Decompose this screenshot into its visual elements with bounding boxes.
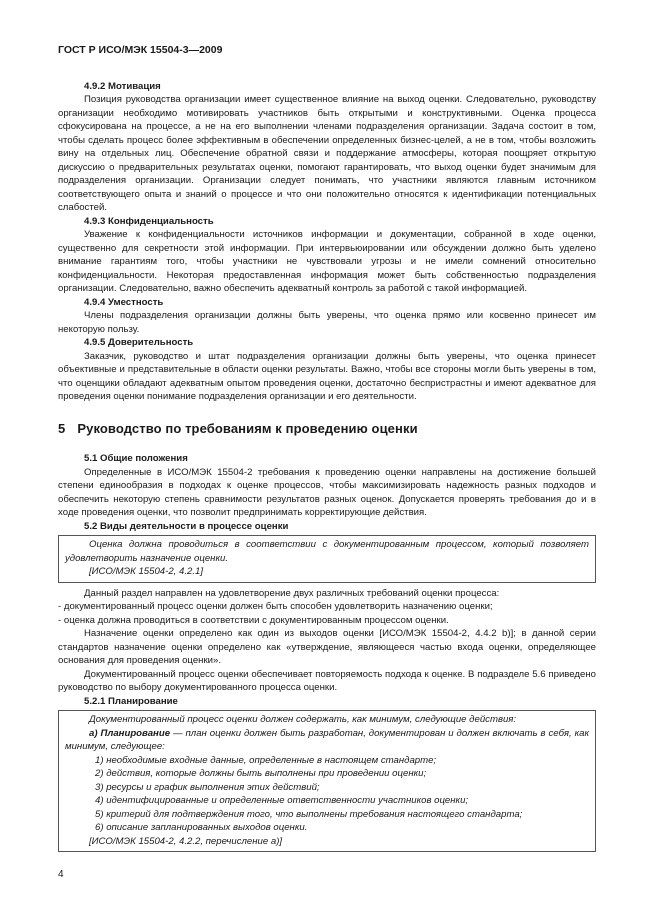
requirement-box-2-item-6: 6) описание запланированных выходов оценки. (95, 822, 308, 833)
requirement-box-2-item-a (65, 727, 589, 754)
page-body (58, 44, 596, 856)
document-header: ГОСТ Р ИСО/МЭК 15504-3—2009 (58, 44, 223, 56)
section-5-2-bullet-1: - документированный процесс оценки должен быть способен удовлетворить назначению оценки; (58, 601, 493, 612)
requirement-box-1-text: Оценка должна проводиться в соответствии с документированным процессом, который позволяет удовлетворить назначение оценки. (65, 539, 589, 564)
section-5-2-title: 5.2 Виды деятельности в процессе оценки (84, 520, 289, 532)
section-4-9-3-title: 4.9.3 Конфиденциальность (84, 215, 214, 227)
section-5-heading (58, 422, 596, 436)
section-5-2-bullet-2: - оценка должна проводиться в соответствии с документированным процессом оценки. (58, 614, 449, 626)
page-number: 4 (58, 869, 64, 880)
section-4-9-4-text: Члены подразделения организации должны быть уверены, что оценка прямо или косвенно принесет им некоторую пользу. (58, 310, 596, 335)
section-4-9-2-title: 4.9.2 Мотивация (84, 80, 161, 92)
section-5-2-1-title: 5.2.1 Планирование (84, 695, 178, 707)
section-4-9-3-text: Уважение к конфиденциальности источников информации и документации, собранной в ходе оценки, существенно для секретности этой информации. При интервьюировании или обсуждении должно быть уделено внимание гарантиям того, чтобы участники не чувствовали угрозы и не имели сомнений относительно конфиденциальности. Некоторая предоставленная информация может быть собственностью подразделения организации. Следовательно, важно обеспечить адекватный контроль за работой с такой информацией. (58, 229, 596, 294)
section-5-2-paragraph-3: Документированный процесс оценки обеспечивает повторяемость подхода к оценке. В подразделе 5.6 приведено руководство по выбору документированного процесса оценки. (58, 668, 596, 693)
requirement-box-2-ref: [ИСО/МЭК 15504-2, 4.2.2, перечисление а)] (89, 835, 283, 847)
section-5-2-paragraph-2: Назначение оценки определено как один из выходов оценки [ИСО/МЭК 15504-2, 4.4.2 b)]; в данной серии стандартов назначение оценки определено как «утверждение, являющееся частью входа оценки, определяющее основания для проведения оценки». (58, 628, 596, 666)
section-4-9-4-title: 4.9.4 Уместность (84, 296, 164, 308)
requirement-box-2-item-2: 2) действия, которые должны быть выполнены при проведении оценки; (95, 768, 427, 779)
section-5-2-paragraph-1: Данный раздел направлен на удовлетворение двух различных требований оценки процесса: (84, 587, 500, 599)
section-4-9-5-title: 4.9.5 Доверительность (84, 337, 194, 348)
requirement-box-2 (58, 710, 596, 852)
requirement-box-2-item-4: 4) идентифицированные и определенные ответственности участников оценки; (95, 795, 469, 806)
planning-label: а) Планирование (89, 727, 171, 739)
section-5-1-title: 5.1 Общие положения (84, 453, 188, 464)
requirement-box-2-item-1: 1) необходимые входные данные, определенные в настоящем стандарте; (95, 754, 437, 766)
section-5-title: Руководство по требованиям к проведению оценки (77, 420, 418, 436)
section-4-9-5-text: Заказчик, руководство и штат подразделения организации должны быть уверены, что оценка принесет объективные и представительные в области оценки результаты. Важно, чтобы все стороны могли быть уверены в том, что оценщики обладают адекватным опытом проведения оценки, достаточно беспристрастны и имеют адекватное для проведения оценки понимание подразделения организации и его деятельности. (58, 350, 596, 402)
section-5-1-text: Определенные в ИСО/МЭК 15504-2 требования к проведению оценки направлены на достижение большей степени единообразия в подходах к оценке процессов, чтобы максимизировать надежность разных подходов и обеспечить некоторую степень сравнимости результатов разных оценок. Допускается проверять требования до и в ходе проведения оценки, что позволит предпринимать корректирующие действия. (58, 466, 596, 518)
section-4-9-2-text: Позиция руководства организации имеет существенное влияние на выход оценки. Следовательно, руководству организации необходимо мотивировать участников быть открытыми и конструктивными. Оценка процесса сфокусирована на процессе, а не на его выполнении членами подразделения организации. Задача состоит в том, чтобы сделать процесс более эффективным в обеспечении определенных бизнес-целей, а не в том, чтобы возложить вину на отдельных лиц. Обеспечение обратной связи и поддержание атмосферы, которая поощряет открытую дискуссию о предварительных результатах оценки, помогают гарантировать, что выход оценки будет значимым для подразделения организации. Организации следует понимать, что участники являются главным источником соответствующего опыта и знаний о процессе и что они положительно относятся к идентификации потенциальных слабостей. (58, 94, 596, 213)
section-5-number: 5 (58, 420, 66, 436)
requirement-box-2-intro: Документированный процесс оценки должен содержать, как минимум, следующие действия: (89, 714, 517, 725)
requirement-box-2-item-5: 5) критерий для подтверждения того, что выполнены требования настоящего стандарта; (95, 808, 523, 820)
requirement-box-1-ref: [ИСО/МЭК 15504-2, 4.2.1] (89, 566, 203, 577)
planning-text: — план оценки должен быть разработан, документирован и должен включать в себя, как минимум, следующее: (65, 727, 589, 752)
requirement-box-2-item-3: 3) ресурсы и график выполнения этих действий; (95, 781, 320, 793)
requirement-box-1 (58, 535, 596, 583)
